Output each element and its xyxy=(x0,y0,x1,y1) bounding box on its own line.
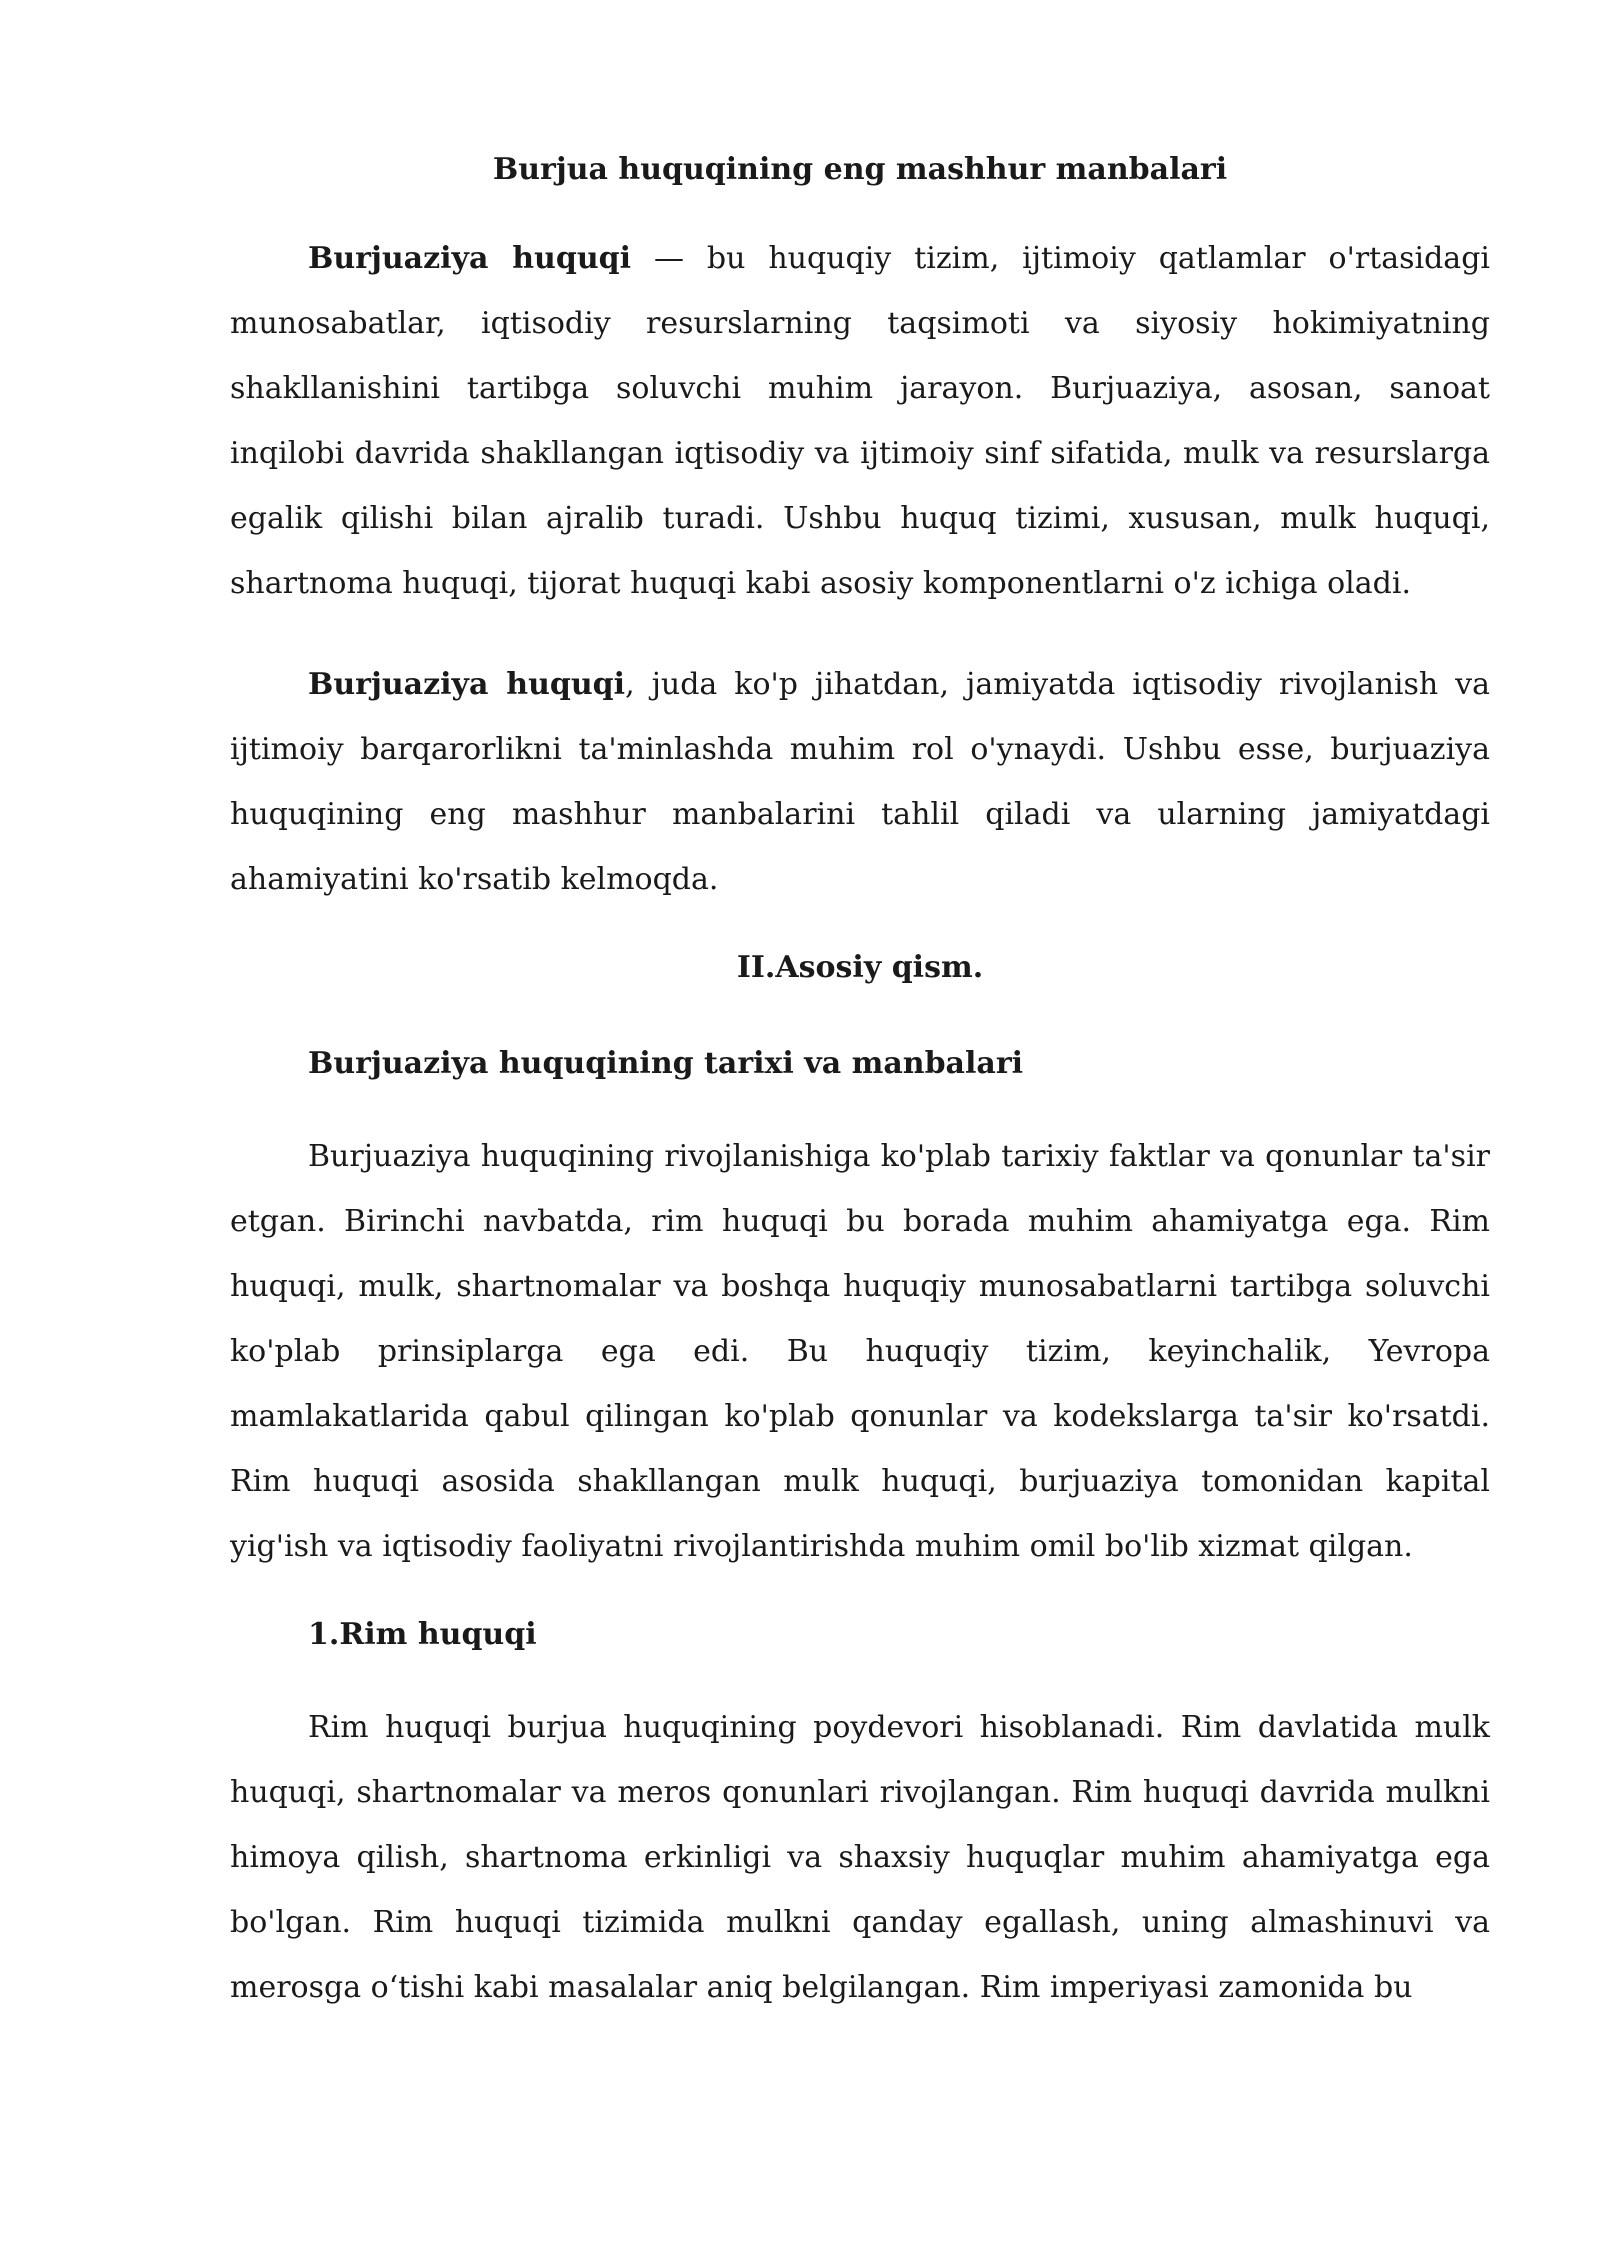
paragraph-text: — bu huquqiy tizim, ijtimoiy qatlamlar o'rtasidagi munosabatlar, iqtisodiy resurslarning taqsimoti va siyosiy hokimiyatning shakllanishini tartibga soluvchi muhim jarayon. Burjuaziya, asosan, sanoat inqilobi davrida shakllangan iqtisodiy va ijtimoiy sinf sifatida, mulk va resurslarga egalik qilishi bilan ajralib turadi. Ushbu huquq tizimi, xususan, mulk huquqi, shartnoma huquqi, tijorat huquqi kabi asosiy komponentlarni o'z ichiga oladi. xyxy=(230,241,1490,601)
history-paragraph: Burjuaziya huquqining rivojlanishiga ko'plab tarixiy faktlar va qonunlar ta'sir etgan. Birinchi navbatda, rim huquqi bu borada muhim ahamiyatga ega. Rim huquqi, mulk, shartnomalar va boshqa huquqiy munosabatlarni tartibga soluvchi ko'plab prinsiplarga ega edi. Bu huquqiy tizim, keyinchalik, Yevropa mamlakatlarida qabul qilingan ko'plab qonunlar va kodekslarga ta'sir ko'rsatdi. Rim huquqi asosida shakllangan mulk huquqi, burjuaziya tomonidan kapital yig'ish va iqtisodiy faoliyatni rivojlantirishda muhim omil bo'lib xizmat qilgan. xyxy=(230,1139,1490,1564)
history-heading: Burjuaziya huquqining tarixi va manbalari xyxy=(308,1046,1024,1081)
roman-law-paragraph: Rim huquqi burjua huquqining poydevori hisoblanadi. Rim davlatida mulk huquqi, shartnomalar va meros qonunlari rivojlangan. Rim huquqi davrida mulkni himoya qilish, shartnoma erkinligi va shaxsiy huquqlar muhim ahamiyatga ega bo'lgan. Rim huquqi tizimida mulkni qanday egallash, uning almashinuvi va merosga o‘tishi kabi masalalar aniq belgilangan. Rim imperiyasi zamonida bu xyxy=(230,1710,1490,2005)
roman-law-heading: 1.Rim huquqi xyxy=(308,1617,537,1652)
bold-term: Burjuaziya huquqi xyxy=(308,241,632,276)
paragraph-text: , juda ko'p jihatdan, jamiyatda iqtisodiy rivojlanish va ijtimoiy barqarorlikni ta'minlashda muhim rol o'ynaydi. Ushbu esse, burjuaziya huquqining eng mashhur manbalarini tahlil qiladi va ularning jamiyatdagi ahamiyatini ko'rsatib kelmoqda. xyxy=(230,667,1491,897)
intro-paragraph-1 xyxy=(230,226,1490,616)
document-title: Burjua huquqining eng mashhur manbalari xyxy=(492,152,1228,187)
bold-term: Burjuaziya huquqi xyxy=(308,667,626,702)
section-title: II.Asosiy qism. xyxy=(736,950,984,985)
document-page xyxy=(230,150,1490,2056)
intro-paragraph-2 xyxy=(230,652,1490,912)
